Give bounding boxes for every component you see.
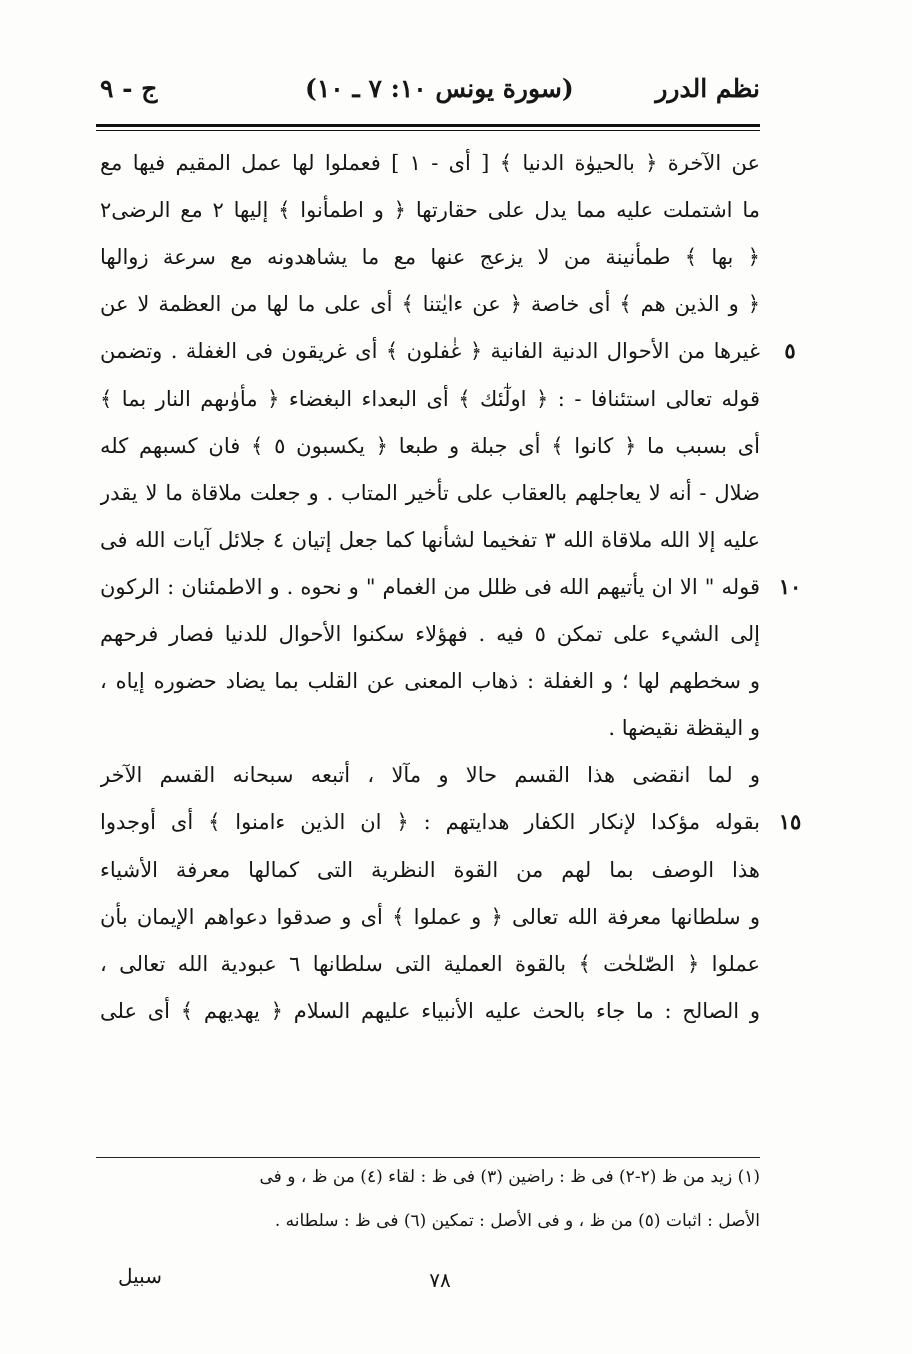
catchword: سبيل [118,1264,162,1288]
text-line: ﴿ بها ﴾ طمأنينة من لا يزعج عنها مع ما يشاهدونه مع سرعة زوالها [100,245,760,269]
line-number: ١٥ [778,809,802,834]
text-line: و الصالح : ما جاء بالحث عليه الأنبياء عليهم السلام ﴿ يهديهم ﴾ أى على [100,999,760,1023]
text-line: عملوا ﴿ الصّٰلحٰت ﴾ بالقوة العملية التى سلطانها ٦ عبودية الله تعالى ، [100,952,760,976]
text-line: بقوله مؤكدا لإنكار الكفار هدايتهم : ﴿ ان الذين ءامنوا ﴾ أى أوجدوا [100,810,760,834]
text-line: عن الآخرة ﴿ بالحيوٰة الدنيا ﴾ [ أى - ١ ] فعملوا لها عمل المقيم فيها مع [100,151,760,175]
book-title: نظم الدرر [655,74,760,103]
surah-reference: (سورة يونس ١٠: ٧ ـ ١٠) [305,74,574,103]
running-header [100,74,760,124]
text-line: غيرها من الأحوال الدنية الفانية ﴿ غٰفلون ﴾ أى غريقون فى الغفلة . وتضمن [100,339,760,363]
text-line: و سخطهم لها ؛ و الغفلة : ذهاب المعنى عن القلب بما يضاد حضوره إياه ، [100,669,760,693]
text-line: ضلال - أنه لا يعاجلهم بالعقاب على تأخير المتاب . و جعلت ملاقاة ما لا يقدر [100,481,760,505]
text-line: قوله " الا ان يأتيهم الله فى ظلل من الغمام " و نحوه . و الاطمئنان : الركون [100,575,760,599]
page-number: ٧٨ [429,1268,451,1292]
text-line: قوله تعالى استئنافا - : ﴿ اولٰٓئك ﴾ أى البعداء البغضاء ﴿ مأوٰىهم النار بما ﴾ [100,387,760,411]
text-line: ما اشتملت عليه مما يدل على حقارتها ﴿ و اطمأنوا ﴾ إليها ٢ مع الرضى٢ [100,198,760,222]
footnote-rule [96,1157,760,1158]
header-rule-thin [96,130,760,131]
line-number: ١٠ [778,574,802,599]
text-line: ﴿ و الذين هم ﴾ أى خاصة ﴿ عن ءايٰتنا ﴾ أى على ما لها من العظمة لا عن [100,292,760,316]
text-line: إلى الشيء على تمكن ٥ فيه . فهؤلاء سكنوا الأحوال للدنيا فصار فرحهم [100,622,760,646]
text-line: و اليقظة نقيضها . [608,716,760,740]
header-rule [96,124,760,127]
text-line: هذا الوصف بما لهم من القوة النظرية التى كمالها معرفة الأشياء [100,858,760,882]
text-line: و سلطانها معرفة الله تعالى ﴿ و عملوا ﴾ أى و صدقوا دعواهم الإيمان بأن [100,905,760,929]
footnote-line: الأصل : اثبات (٥) من ظ ، و فى الأصل : تمكين (٦) فى ظ : سلطانه . [274,1211,760,1231]
text-line: و لما انقضى هذا القسم حالا و مآلا ، أتبعه سبحانه القسم الآخر [100,763,760,787]
text-line: عليه إلا الله ملاقاة الله ٣ تفخيما لشأنها كما جعل إتيان ٤ جلائل آيات الله فى [100,528,760,552]
line-number: ٥ [784,338,796,363]
volume-number: ج - ٩ [100,74,158,103]
text-line: أى بسبب ما ﴿ كانوا ﴾ أى جبلة و طبعا ﴿ يكسبون ٥ ﴾ فان كسبهم كله [100,434,760,458]
footnote-line: (١) زيد من ظ (٢-٢) فى ظ : راضين (٣) فى ظ : لقاء (٤) من ظ ، و فى [259,1167,760,1187]
